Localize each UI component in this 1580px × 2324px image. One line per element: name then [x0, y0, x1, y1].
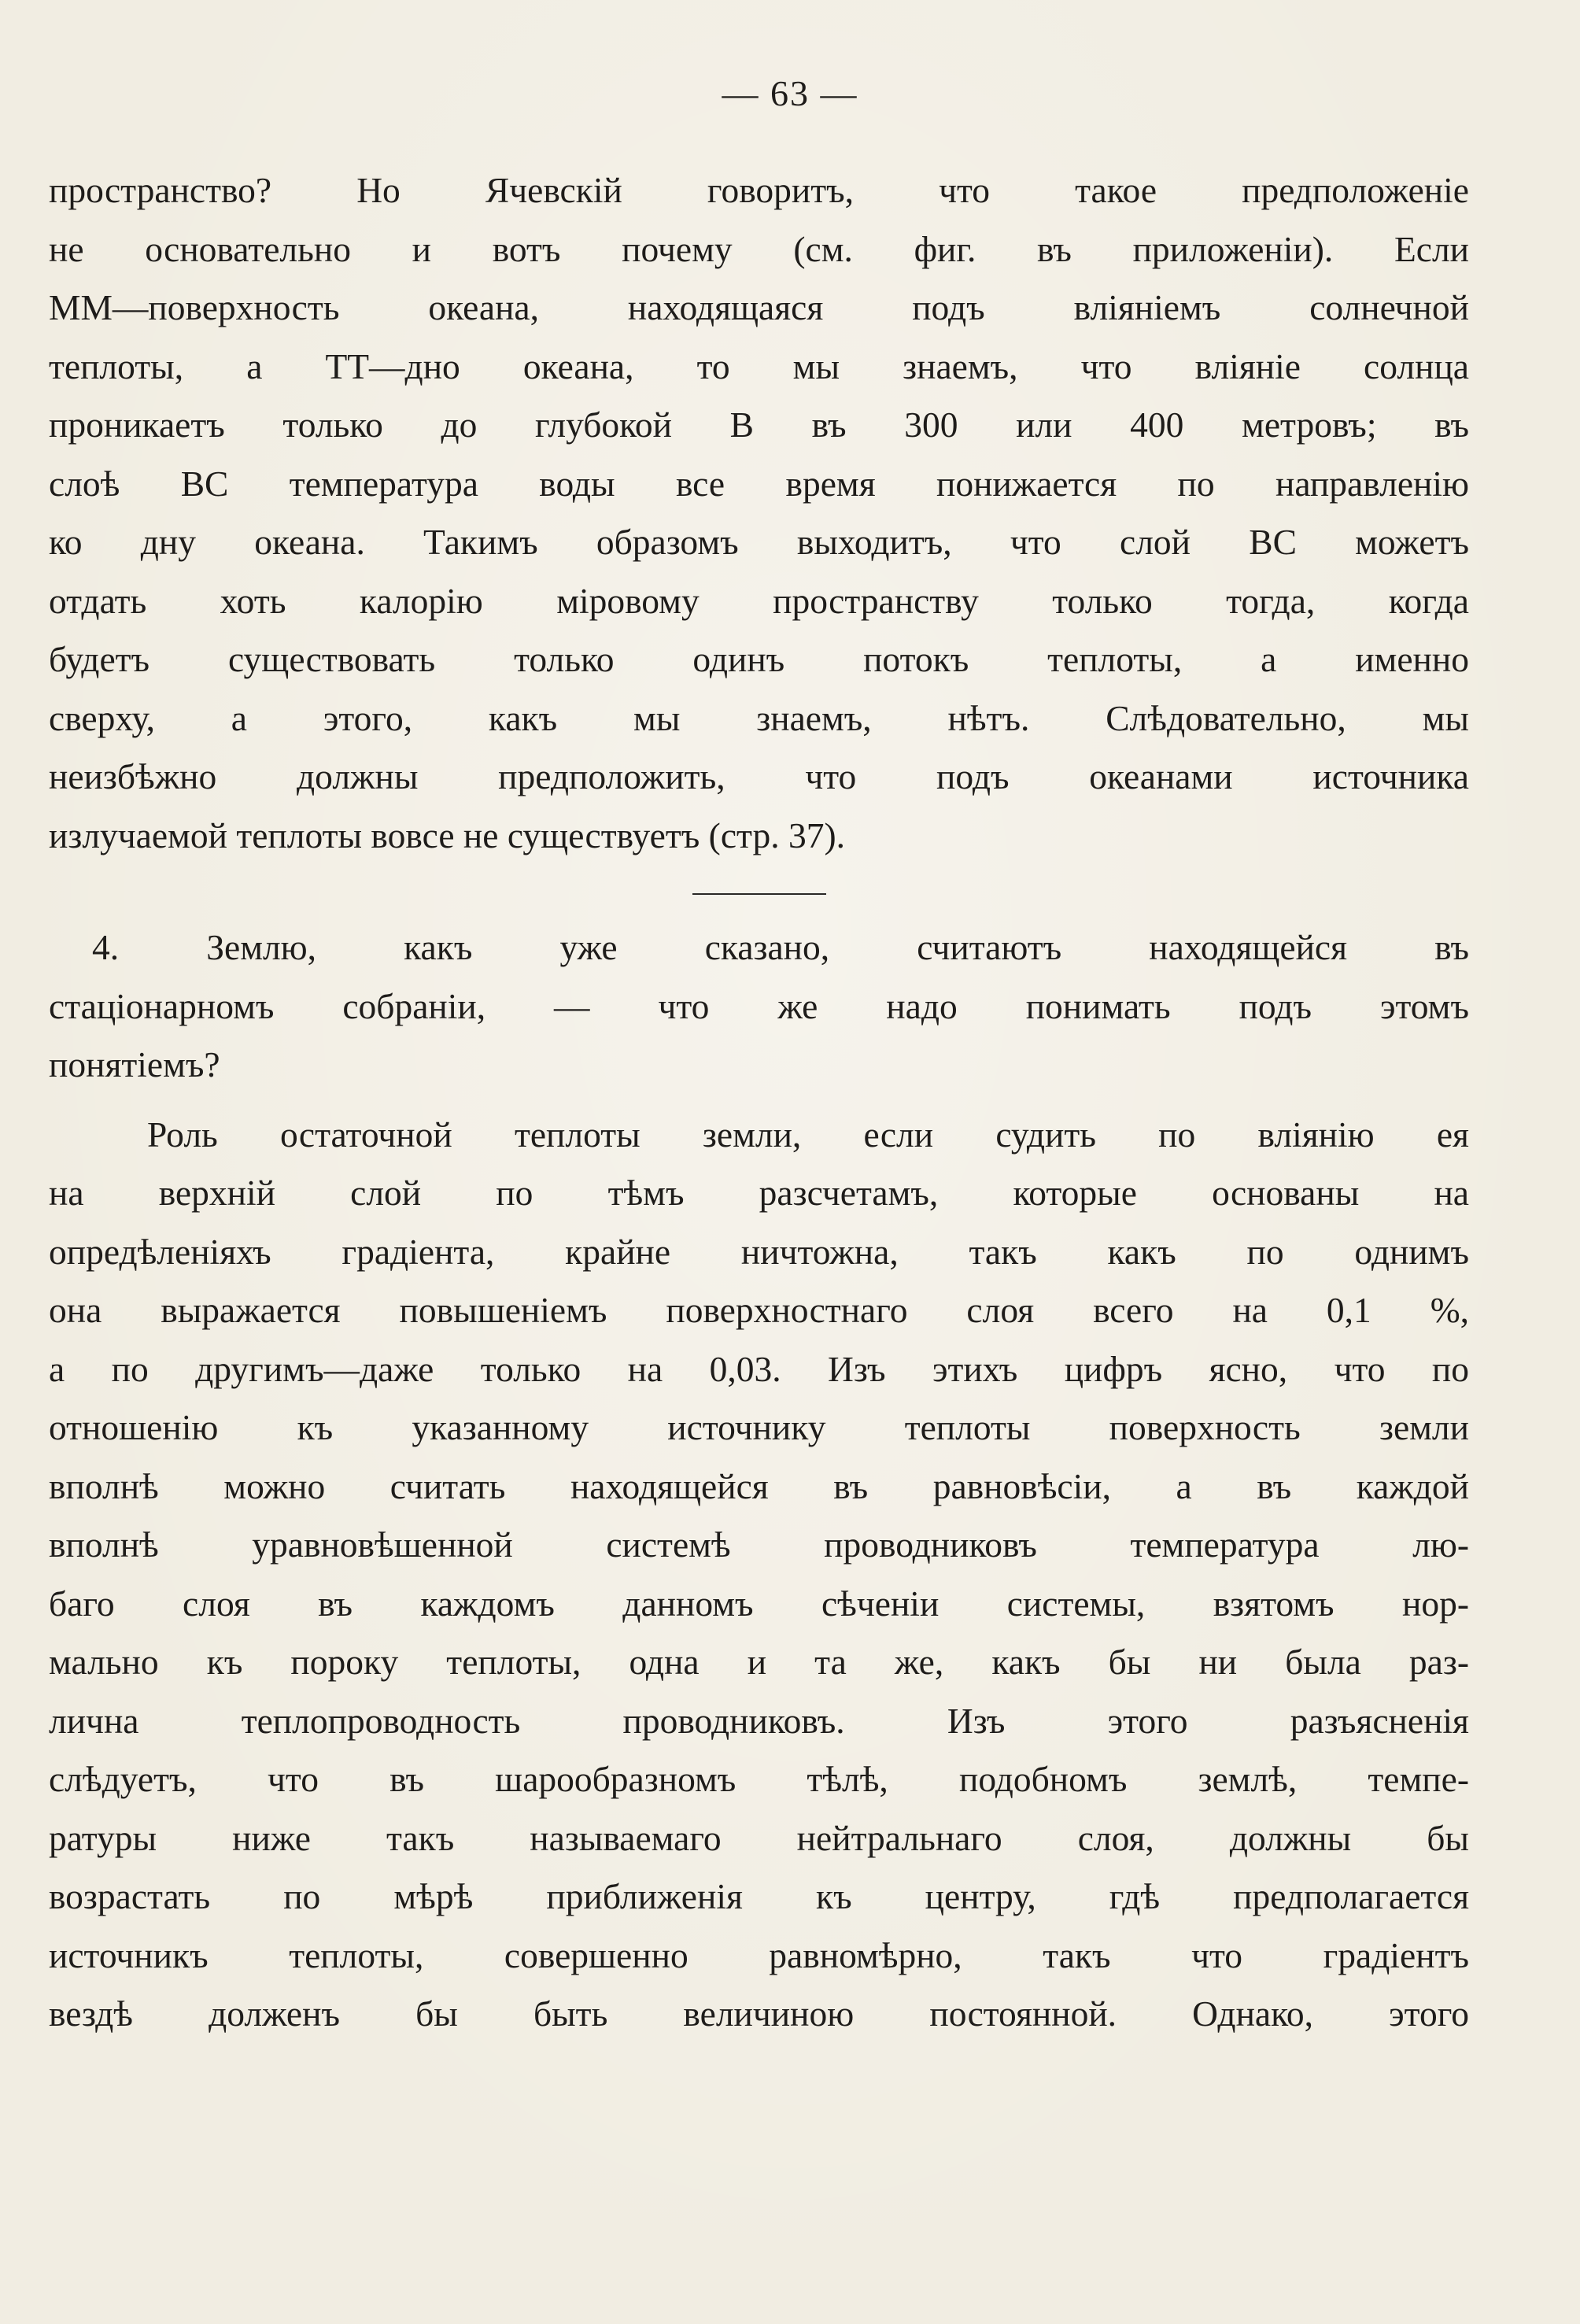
- text-line: стаціонарномъ собраніи, — что же надо понимать подъ этомъ: [49, 985, 1469, 1026]
- text-line: отдать хоть калорію міровому пространству только тогда, когда: [49, 580, 1469, 621]
- text-line: а по другимъ—даже только на 0,03. Изъ этихъ цифръ ясно, что по: [49, 1348, 1469, 1389]
- text-line: вполнѣ уравновѣшенной системѣ проводниковъ температура лю-: [49, 1524, 1469, 1565]
- text-line: 4. Землю, какъ уже сказано, считаютъ находящейся въ: [92, 927, 1469, 967]
- text-line: на верхній слой по тѣмъ разсчетамъ, которые основаны на: [49, 1173, 1469, 1213]
- text-line: Роль остаточной теплоты земли, если судить по вліянію ея: [147, 1114, 1469, 1155]
- text-line: слоѣ ВС температура воды все время понижается по направленію: [49, 463, 1469, 504]
- text-line: проникаетъ только до глубокой В въ 300 или 400 метровъ; въ: [49, 405, 1469, 445]
- text-line: ММ—поверхность океана, находящаяся подъ вліяніемъ солнечной: [49, 287, 1469, 327]
- text-line: сверху, а этого, какъ мы знаемъ, нѣтъ. Слѣдовательно, мы: [49, 697, 1469, 738]
- page-number: — 63 —: [722, 73, 858, 113]
- text-line: пространство? Но Ячевскій говоритъ, что такое предположеніе: [49, 170, 1469, 210]
- text-line: вездѣ долженъ бы быть величиною постоянной. Однако, этого: [49, 1993, 1469, 2034]
- text-line: вполнѣ можно считать находящейся въ равновѣсіи, а въ каждой: [49, 1465, 1469, 1506]
- text-line: ко дну океана. Такимъ образомъ выходитъ, что слой ВС можетъ: [49, 522, 1469, 562]
- text-line: неизбѣжно должны предположить, что подъ океанами источника: [49, 756, 1469, 796]
- text-line: не основательно и вотъ почему (см. фиг. въ приложеніи). Если: [49, 228, 1469, 269]
- section-divider: [692, 893, 826, 895]
- text-line: понятіемъ?: [49, 1044, 220, 1084]
- paragraph-2: [49, 918, 1469, 1095]
- text-line: слѣдуетъ, что въ шарообразномъ тѣлѣ, подобномъ землѣ, темпе-: [49, 1759, 1469, 1799]
- text-line: возрастать по мѣрѣ приближенія къ центру, гдѣ предполагается: [49, 1876, 1469, 1916]
- text-line: ратуры ниже такъ называемаго нейтральнаго слоя, должны бы: [49, 1817, 1469, 1858]
- text-line: источникъ теплоты, совершенно равномѣрно, такъ что градіентъ: [49, 1934, 1469, 1975]
- text-line: отношенію къ указанному источнику теплоты поверхность земли: [49, 1407, 1469, 1447]
- text-line: будетъ существовать только одинъ потокъ теплоты, а именно: [49, 639, 1469, 679]
- page-body: [49, 161, 1469, 2044]
- paragraph-gap: [49, 1095, 1469, 1106]
- text-line: опредѣленіяхъ градіента, крайне ничтожна, такъ какъ по однимъ: [49, 1231, 1469, 1272]
- text-line: теплоты, а ТТ—дно океана, то мы знаемъ, что вліяніе солнца: [49, 345, 1469, 386]
- text-line: лична теплопроводность проводниковъ. Изъ этого разъясненія: [49, 1700, 1469, 1741]
- text-line: она выражается повышеніемъ поверхностнаго слоя всего на 0,1 %,: [49, 1290, 1469, 1330]
- paragraph-1: [49, 161, 1469, 865]
- text-line: мально къ пороку теплоты, одна и та же, какъ бы ни была раз-: [49, 1642, 1469, 1682]
- text-line: излучаемой теплоты вовсе не существуетъ (стр. 37).: [49, 815, 845, 855]
- text-line: баго слоя въ каждомъ данномъ сѣченіи системы, взятомъ нор-: [49, 1583, 1469, 1624]
- paragraph-3: [49, 1106, 1469, 2044]
